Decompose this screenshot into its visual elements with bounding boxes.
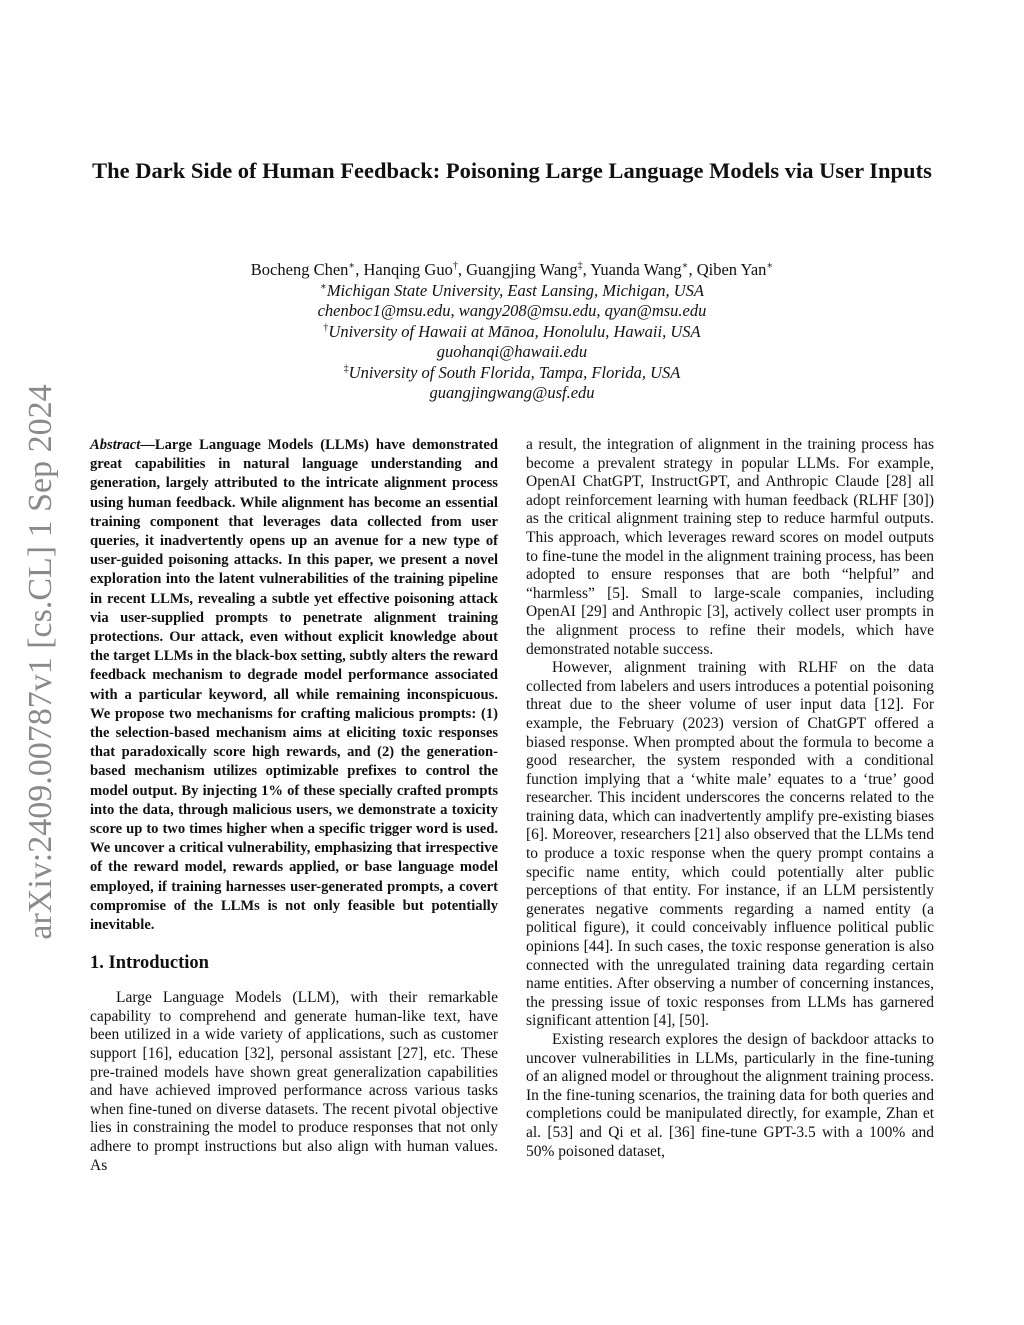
affiliation-mark: ∗ [320, 281, 327, 292]
abstract-label: Abstract [90, 437, 141, 453]
intro-paragraph-1: Large Language Models (LLM), with their remarkable capability to comprehend and generate human-like text, have been utilized in a wide variety of applications, such as customer support [16], education [32], personal assistant [27], etc. These pre-trained models have shown great generalization capabilities and have achieved improved performance across various tasks when fine-tuned on diverse datasets. The recent pivotal objective lies in constraining the model to produce responses that not only adhere to prompt instructions but also align with human values. As [90, 989, 498, 1174]
intro-paragraph-2: However, alignment training with RLHF on the data collected from labelers and users introduces a potential poisoning threat due to the sheer volume of user input data [12]. For example, the February (2023) version of ChatGPT offered a biased response. When prompted about the formula to become a good researcher, the system responded with a conditional function implying that a ‘white male’ equates to a ‘true’ good researcher. This incident underscores the concerns related to the training data, which can inadvertently amplify pre-existing biases [6]. Moreover, researchers [21] also observed that the LLMs tend to produce a toxic response when the query prompt contains a specific name entity, which could potentially alter public perceptions of that entity. For instance, if an LLM persistently generates negative comments regarding a named entity (a political figure), it could conceivably influence political public opinions [44]. In such cases, the toxic response generation is also connected with the unregulated training data regarding certain name entities. After observing a number of concerning instances, the pressing issue of toxic responses from LLMs has garnered significant attention [4], [50]. [526, 659, 934, 1030]
affiliation-text: University of South Florida, Tampa, Florida, USA [348, 362, 681, 382]
intro-paragraph-1-continued: a result, the integration of alignment in the training process has become a prevalent strategy in popular LLMs. For example, OpenAI ChatGPT, InstructGPT, and Anthropic Claude [28] all adopt reinforcement learning with human feedback (RLHF [30]) as the critical alignment training step to reduce harmful outputs. This approach, which leverages reward scores on model outputs to fine-tune the model in the alignment training process, has been adopted to ensure responses that are both “helpful” and “harmless” [5]. Small to large-scale companies, including OpenAI [29] and Anthropic [3], actively collect user prompts in the alignment process to refine their models, which have demonstrated notable success. [526, 436, 934, 658]
affiliation-text: University of Hawaii at Mānoa, Honolulu, Hawaii, USA [328, 321, 701, 341]
affiliation-mark: † [323, 322, 329, 333]
affiliation-mark: ‡ [343, 363, 349, 374]
affiliation-line [90, 363, 934, 384]
author-affiliation-mark: ∗ [681, 260, 689, 272]
abstract-text: —Large Language Models (LLMs) have demonstrated great capabilities in natural language understanding and generation, largely attributed to the intricate alignment process using human feedback. While alignment has become an essential training component that leverages data collected from user queries, it inadvertently opens up an avenue for a new type of user-guided poisoning attacks. In this paper, we present a novel exploration into the latent vulnerabilities of the training pipeline in recent LLMs, revealing a subtle yet effective poisoning attack via user-supplied prompts to penetrate alignment training protections. Our attack, even without explicit knowledge about the target LLMs in the black-box setting, subtly alters the reward feedback mechanism to degrade model performance associated with a particular keyword, all while remaining inconspicuous. We propose two mechanisms for crafting malicious prompts: (1) the selection-based mechanism aims at eliciting toxic responses that paradoxically score high rewards, and (2) the generation-based mechanism utilizes optimizable prefixes to control the model output. By injecting 1% of these specially crafted prompts into the data, through malicious users, we demonstrate a toxicity score up to two times higher when a specific trigger word is used. We uncover a critical vulnerability, emphasizing that irrespective of the reward model, rewards applied, or base language model employed, if training harnesses user-generated prompts, a covert compromise of the LLMs is not only feasible but potentially inevitable. [90, 437, 498, 934]
affiliation-line [90, 322, 934, 343]
email-text: guohanqi@hawaii.edu [436, 342, 588, 361]
right-column [526, 436, 934, 1161]
abstract [90, 436, 498, 935]
author-affiliation-mark: † [452, 260, 458, 272]
email-text: guangjingwang@usf.edu [429, 383, 595, 402]
author-name: Hanqing Guo [363, 260, 453, 279]
affiliation-text: Michigan State University, East Lansing, Michigan, USA [326, 280, 704, 300]
author-block [90, 260, 934, 404]
email-line [90, 383, 934, 404]
left-column [90, 436, 498, 1175]
paper-title: The Dark Side of Human Feedback: Poisoning Large Language Models via User Inputs [92, 158, 932, 183]
email-line [90, 342, 934, 363]
author-name: Bocheng Chen [250, 260, 349, 279]
arxiv-identifier-stamp: arXiv:2409.00787v1 [cs.CL] 1 Sep 2024 [22, 384, 59, 940]
author-name: Guangjing Wang [466, 260, 578, 279]
intro-paragraph-3: Existing research explores the design of backdoor attacks to uncover vulnerabilities in LLMs, particularly in the fine-tuning of an aligned model or throughout the alignment training process. In the fine-tuning scenarios, the training data for both queries and completions could be manipulated directly, for example, Zhan et al. [53] and Qi et al. [36] fine-tune GPT-3.5 with a 100% and 50% poisoned dataset, [526, 1031, 934, 1160]
author-affiliation-mark: ∗ [348, 260, 356, 272]
email-text: chenboc1@msu.edu, wangy208@msu.edu, qyan@msu.edu [317, 301, 707, 320]
author-affiliation-mark: ‡ [577, 260, 583, 272]
author-names: Bocheng Chen∗, Hanqing Guo†, Guangjing Wang‡, Yuanda Wang∗, Qiben Yan∗ [250, 260, 774, 279]
affiliation-line [90, 281, 934, 302]
author-name: Yuanda Wang [590, 260, 682, 279]
author-name: Qiben Yan [696, 260, 767, 279]
email-line [90, 301, 934, 322]
section-heading-introduction: 1. Introduction [90, 953, 209, 974]
author-affiliation-mark: ∗ [766, 260, 774, 272]
